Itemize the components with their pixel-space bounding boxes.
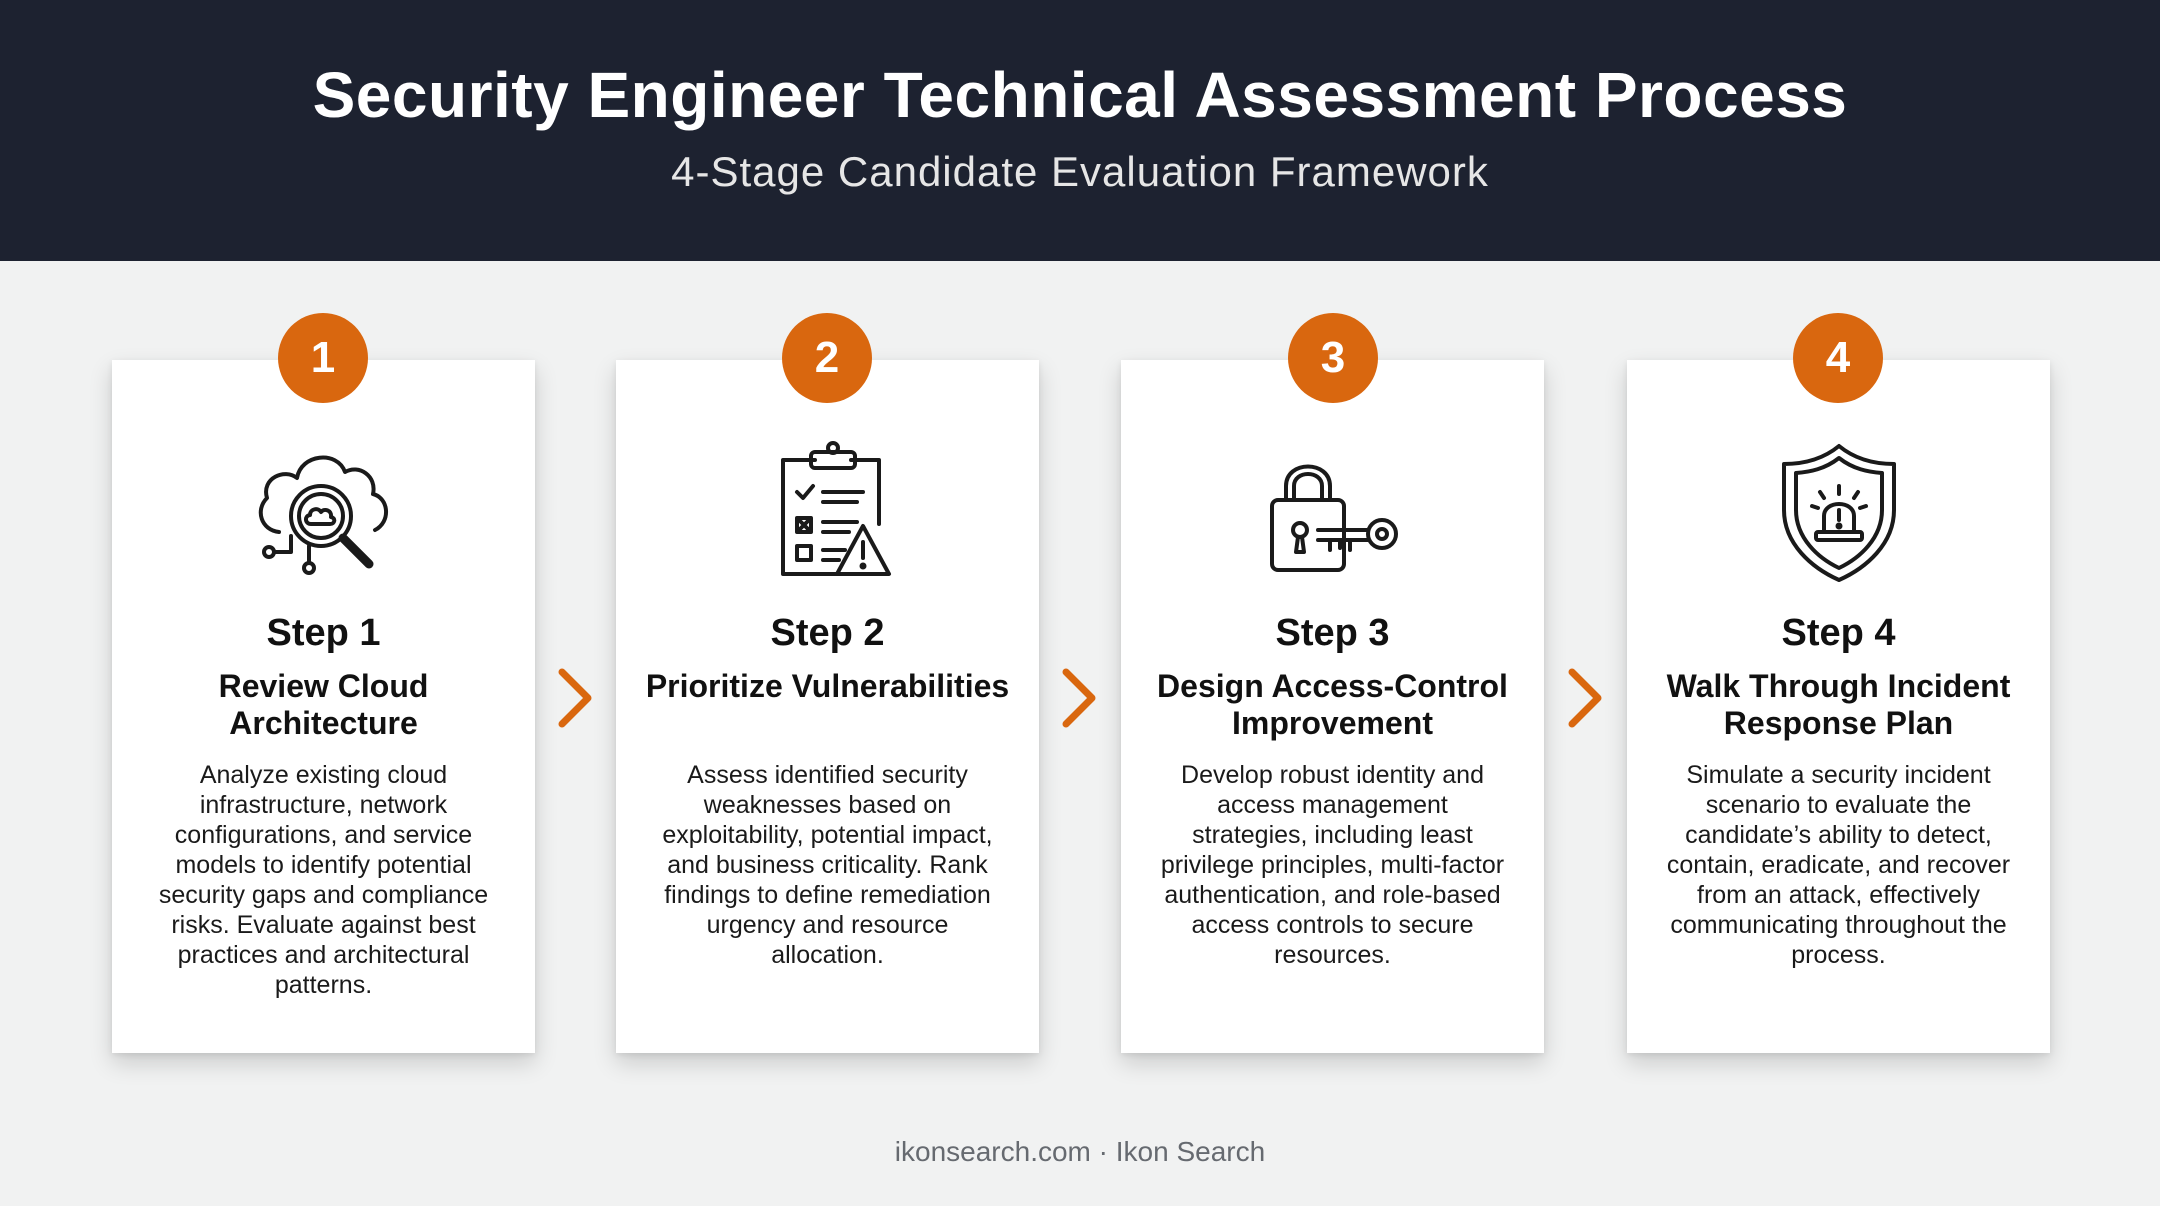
page-subtitle: 4-Stage Candidate Evaluation Framework <box>671 148 1489 195</box>
chevron-right-icon <box>556 668 596 728</box>
step-4-number-badge: 4 <box>1793 313 1883 403</box>
step-3-label: Step 3 <box>1275 612 1390 654</box>
step-3-number-badge: 3 <box>1288 313 1378 403</box>
step-3-description: Develop robust identity and access management strategies, including least privilege principles, multi-factor authentication, and role-based access controls to secure resources. <box>1160 761 1505 969</box>
cloud-search-icon <box>112 440 535 586</box>
step-4-description: Simulate a security incident scenario to evaluate the candidate’s ability to detect, contain, eradicate, and recover from an attack, effectively communicating throughout the process. <box>1666 761 2011 969</box>
step-2-description: Assess identified security weaknesses based on exploitability, potential impact, and business criticality. Rank findings to define remediation urgency and resource allocation. <box>662 761 993 969</box>
step-4-label: Step 4 <box>1781 612 1896 654</box>
padlock-key-icon <box>1121 440 1544 586</box>
chevron-right-icon <box>1566 668 1606 728</box>
step-1-description: Analyze existing cloud infrastructure, network configurations, and service models to identify potential security gaps and compliance risks. Evaluate against best practices and architectural patterns. <box>158 761 489 999</box>
shield-alarm-icon <box>1627 440 2050 586</box>
step-4-title: Walk Through Incident Response Plan <box>1666 668 2011 741</box>
chevron-right-icon <box>1060 668 1100 728</box>
step-1-card <box>112 360 535 1053</box>
step-1-title: Review Cloud Architecture <box>218 668 429 741</box>
step-2-label: Step 2 <box>770 612 885 654</box>
header-banner <box>0 0 2160 261</box>
clipboard-warning-icon <box>616 440 1039 586</box>
step-3-title: Design Access-Control Improvement <box>1157 668 1508 741</box>
step-2-card <box>616 360 1039 1053</box>
footer-credit: ikonsearch.com · Ikon Search <box>894 1136 1266 1167</box>
step-1-number-badge: 1 <box>278 313 368 403</box>
step-2-title: Prioritize Vulnerabilities <box>645 668 1010 704</box>
step-4-card <box>1627 360 2050 1053</box>
step-1-label: Step 1 <box>266 612 381 654</box>
step-2-number-badge: 2 <box>782 313 872 403</box>
step-3-card <box>1121 360 1544 1053</box>
page-title: Security Engineer Technical Assessment Process <box>312 59 1848 131</box>
